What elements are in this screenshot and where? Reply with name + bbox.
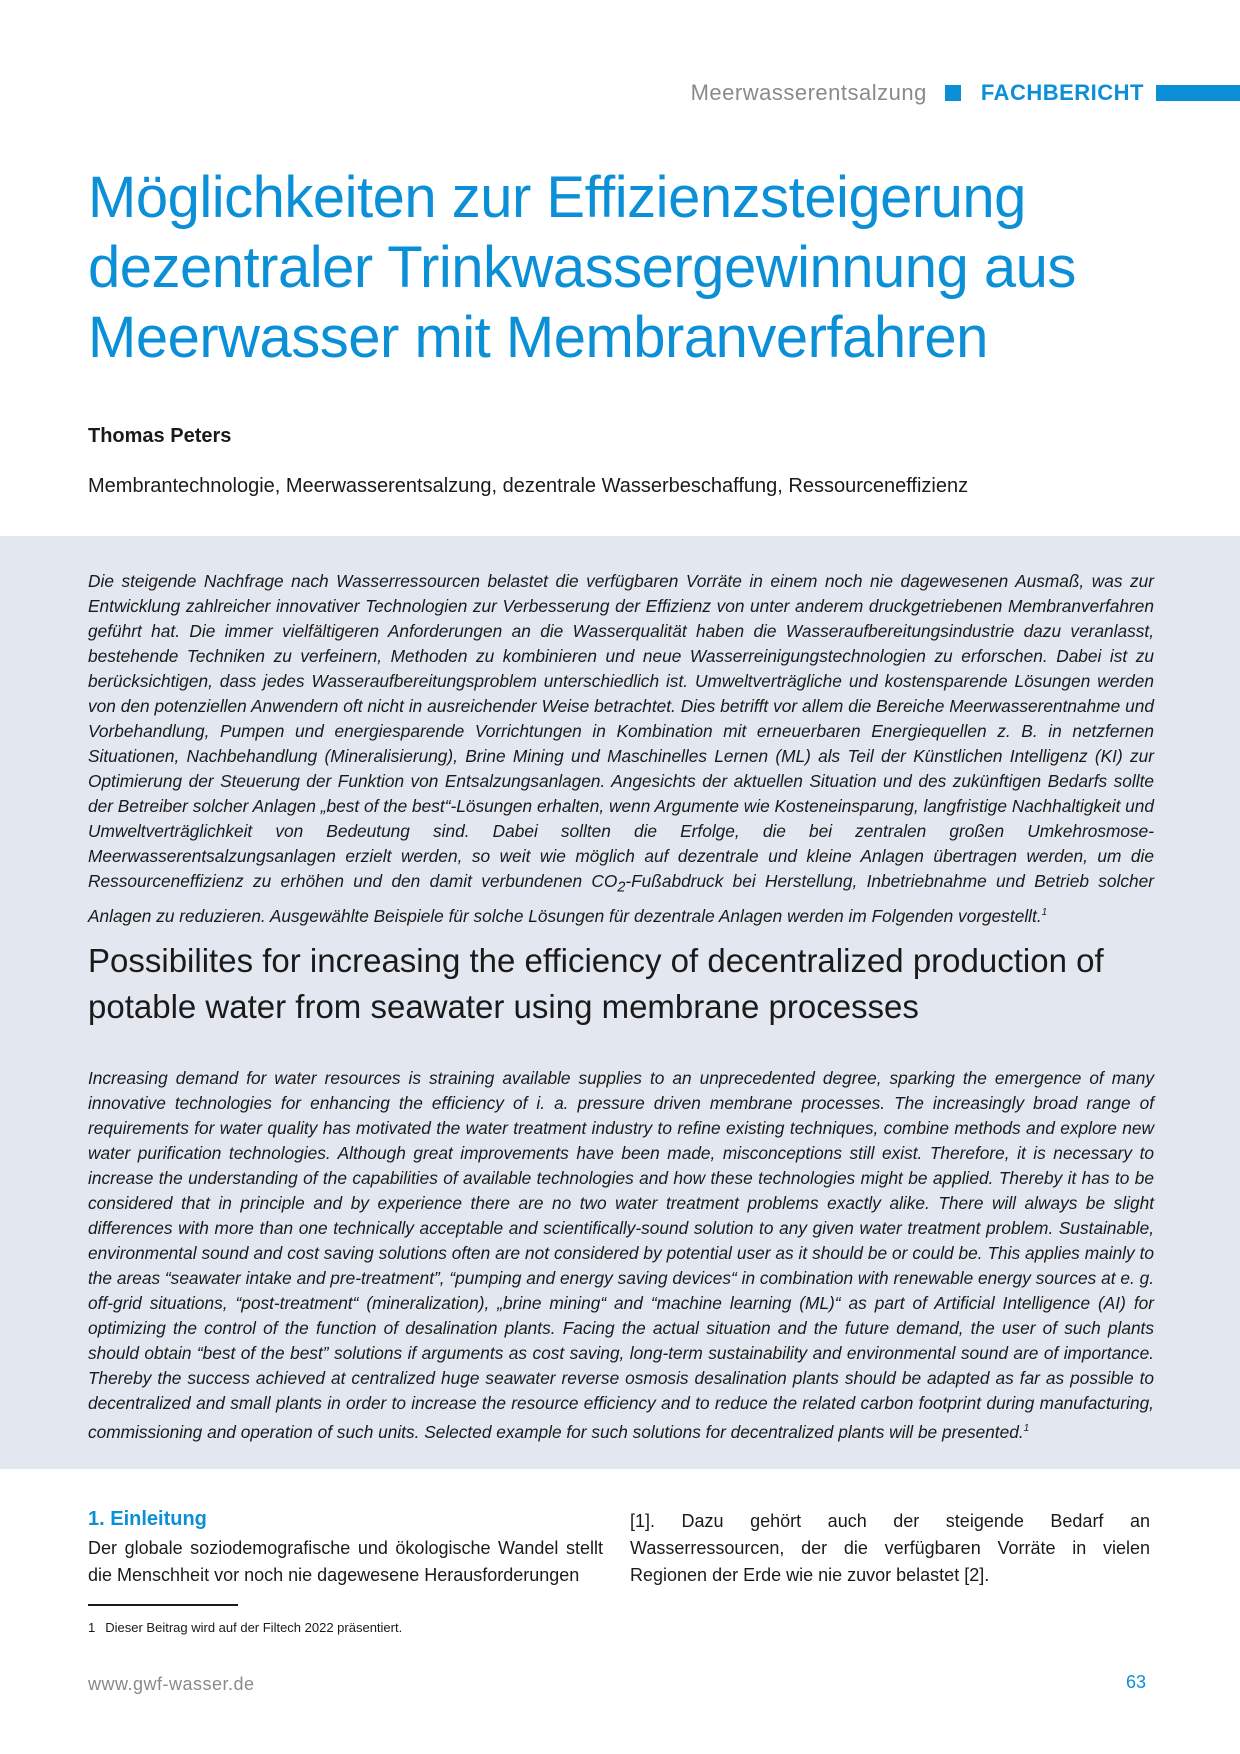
footnote: [88, 1620, 402, 1635]
footnote-marker-en: 1: [1023, 1423, 1030, 1434]
header-accent-stripe: [1156, 85, 1240, 101]
header-topic: Meerwasserentsalzung: [690, 80, 927, 105]
co2-subscript: 2: [617, 879, 626, 896]
body-text-column-left: Der globale soziodemografische und ökologische Wandel stellt die Menschheit vor noch nie dagewesene Herausforderungen: [88, 1538, 603, 1585]
running-header: [691, 80, 1240, 106]
abstract-german-text: Die steigende Nachfrage nach Wasserressourcen belastet die verfügbaren Vorräte in einem noch nie dagewesenen Ausmaß, was zur Entwicklung zahlreicher innovativer Technologien zur Verbesserung der Effizienz von unter anderem druckgetriebenen Membranverfahren geführt hat. Die immer vielfältigeren Anforderungen an die Wasserqualität haben die Wasseraufbereitungsindustrie dazu veranlasst, bestehende Techniken zu verfeinern, Methoden zu kombinieren und neue Wasserreinigungstechnologien zu erforschen. Dabei ist zu berücksichtigen, dass jedes Wasseraufbereitungsproblem unterschiedlich ist. Umweltverträgliche und kostensparende Lösungen werden von den potenziellen Anwendern oft nicht in ausreichender Weise betrachtet. Dies betrifft vor allem die Bereiche Meerwasserentnahme und Vorbehandlung, Pumpen und energiesparende Vorrichtungen in Kombination mit erneuerbaren Energiequellen z. B. in netzfernen Situationen, Nachbehandlung (Mineralisierung), Brine Mining und Maschinelles Lernen (ML) als Teil der Künstlichen Intelligenz (KI) zur Optimierung der Steuerung der Funktion von Entsalzungsanlagen. Angesichts der aktuellen Situation und des zukünftigen Bedarfs sollte der Betreiber solcher Anlagen „best of the best“-Lösungen erhalten, wenn Argumente wie Kosteneinsparung, langfristige Nachhaltigkeit und Umweltverträglichkeit von Bedeutung sind. Dabei sollten die Erfolge, die bei zentralen großen Umkehrosmose-Meerwasserentsalzungsanlagen erzielt werden, so weit wie möglich auf dezentrale und kleine Anlagen übertragen werden, um die Ressourceneffizienz zu erhöhen und den damit verbundenen CO: [88, 571, 1155, 891]
abstract-german: [88, 569, 1154, 929]
footnote-text: Dieser Beitrag wird auf der Filtech 2022 präsentiert.: [105, 1620, 403, 1635]
footnote-rule: [88, 1604, 238, 1606]
english-title: Possibilites for increasing the efficiency of decentralized production of potable water from seawater using membrane processes: [88, 942, 1104, 1025]
section-heading: 1. Einleitung: [88, 1508, 207, 1530]
header-square-marker: [945, 85, 961, 101]
footnote-number: 1: [88, 1620, 96, 1635]
article-title: Möglichkeiten zur Effizienzsteigerung dezentraler Trinkwassergewinnung aus Meerwasser mit Membranverfahren: [88, 165, 1076, 370]
abstract-english: [88, 1066, 1154, 1445]
abstract-german-text-tail: -Fußabdruck bei Herstellung, Inbetriebnahme und Betrieb solcher Anlagen zu reduzieren. Ausgewählte Beispiele für solche Lösungen für dezentrale Anlagen werden im Folgenden vorgestellt.: [88, 871, 1154, 927]
author-name: Thomas Peters: [88, 425, 232, 447]
footnote-marker: 1: [1041, 907, 1048, 919]
keywords: Membrantechnologie, Meerwasserentsalzung, dezentrale Wasserbeschaffung, Ressourceneffizienz: [88, 475, 969, 497]
footer-url: www.gwf-wasser.de: [88, 1674, 255, 1694]
page-number: 63: [1125, 1672, 1146, 1692]
body-text-column-right: [1]. Dazu gehört auch der steigende Bedarf an Wasserressourcen, der die verfügbaren Vorräte in vielen Regionen der Erde wie nie zuvor belastet [2].: [630, 1511, 1150, 1585]
header-section-label: FACHBERICHT: [980, 80, 1144, 105]
abstract-english-text: Increasing demand for water resources is straining available supplies to an unprecedented degree, sparking the emergence of many innovative technologies for enhancing the efficiency of i. a. pressure driven membrane processes. The increasingly broad range of requirements for water quality has motivated the water treatment industry to refine existing techniques, combine methods and explore new water purification technologies. Although great improvements have been made, misconceptions still exist. Therefore, it is necessary to increase the understanding of the capabilities of available technologies and how these technologies might be applied. Thereby it has to be considered that in principle and by experience there are no two water treatment problems exactly alike. There will always be slight differences with more than one technically acceptable and scientifically-sound solution to any given water treatment problem. Sustainable, environmental sound and cost saving solutions often are not considered by potential user as it should be or could be. This applies mainly to the areas “seawater intake and pre-treatment”, “pumping and energy saving devices“ in combination with renewable energy sources at e. g. off-grid situations, “post-treatment“ (mineralization), „brine mining“ and “machine learning (ML)“ as part of Artificial Intelligence (AI) for optimizing the control of the function of desalination plants. Facing the actual situation and the future demand, the user of such plants should obtain “best of the best” solutions if arguments as cost saving, long-term sustainability and environmental sound are of importance. Thereby the success achieved at centralized huge seawater reverse osmosis desalination plants should be adapted as far as possible to decentralized and small plants in order to increase the resource efficiency and to reduce the related carbon footprint during manufacturing, commissioning and operation of such units. Selected example for such solutions for decentralized plants will be presented.: [88, 1068, 1154, 1442]
